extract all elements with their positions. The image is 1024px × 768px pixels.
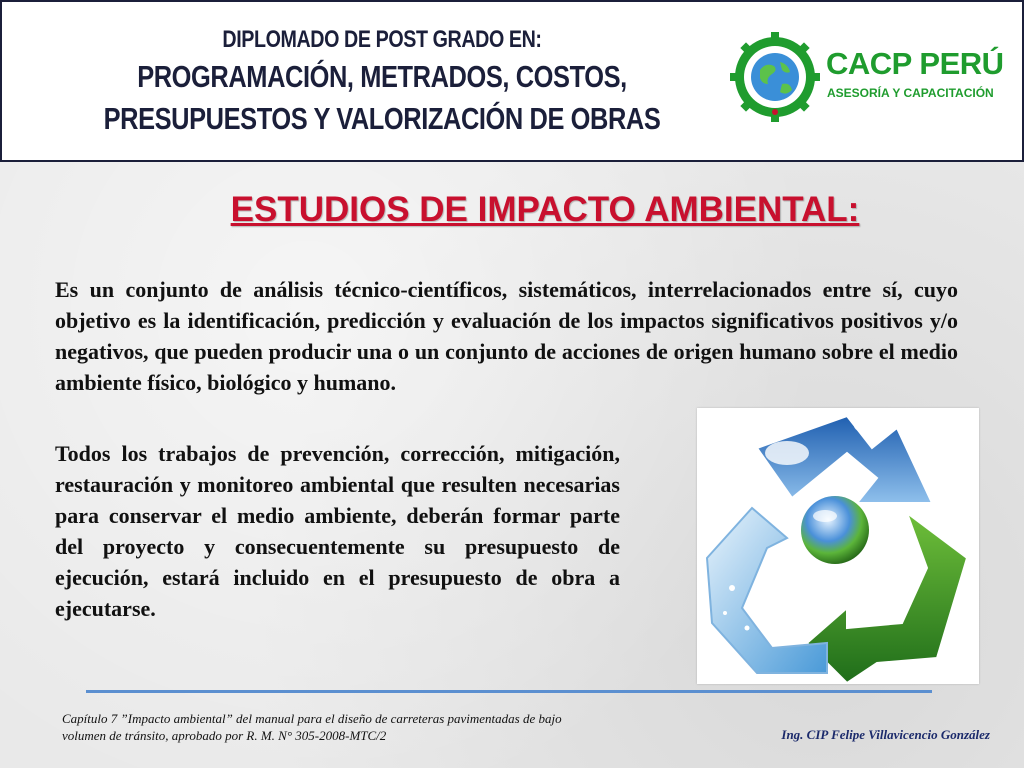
cacp-logo — [730, 32, 1004, 122]
requirements-paragraph: Todos los trabajos de prevención, corrección, mitigación, restauración y monitoreo ambiental que resulten necesarias para conservar el medio ambiente, deberán formar parte del proyecto y consecuentemente su presupuesto de ejecución, estará incluido en el presupuesto de obra a ejecutarse. — [55, 441, 620, 621]
header-banner — [0, 0, 1024, 162]
footer-citation: Capítulo 7 ”Impacto ambiental” del manual para el diseño de carreteras pavimentadas de bajo volumen de tránsito, aprobado por R. M. N° 305-2008-MTC/2 — [62, 711, 562, 743]
logo-name: CACP PERÚ — [826, 46, 1004, 81]
logo-tagline: ASESORÍA Y CAPACITACIÓN — [827, 86, 994, 100]
footer-author: Ing. CIP Felipe Villavicencio González — [781, 727, 990, 742]
recycle-environment-icon — [697, 408, 979, 684]
recycle-image — [697, 408, 979, 684]
definition-paragraph: Es un conjunto de análisis técnico-científicos, sistemáticos, interrelacionados entre sí, cuyo objetivo es la identificación, predicción y evaluación de los impactos significativos positivos y/o negativos, que pueden producir una o un conjunto de acciones de origen humano sobre el medio ambiente físico, biológico y humano. — [55, 277, 958, 395]
header-line-2: PROGRAMACIÓN, METRADOS, COSTOS, — [137, 59, 627, 94]
header-line-1: DIPLOMADO DE POST GRADO EN: — [222, 26, 542, 53]
header-line-3: PRESUPUESTOS Y VALORIZACIÓN DE OBRAS — [103, 101, 661, 136]
page-title: ESTUDIOS DE IMPACTO AMBIENTAL: — [230, 190, 860, 229]
footer-divider — [86, 690, 932, 693]
globe-gear-logo-icon — [730, 32, 820, 122]
